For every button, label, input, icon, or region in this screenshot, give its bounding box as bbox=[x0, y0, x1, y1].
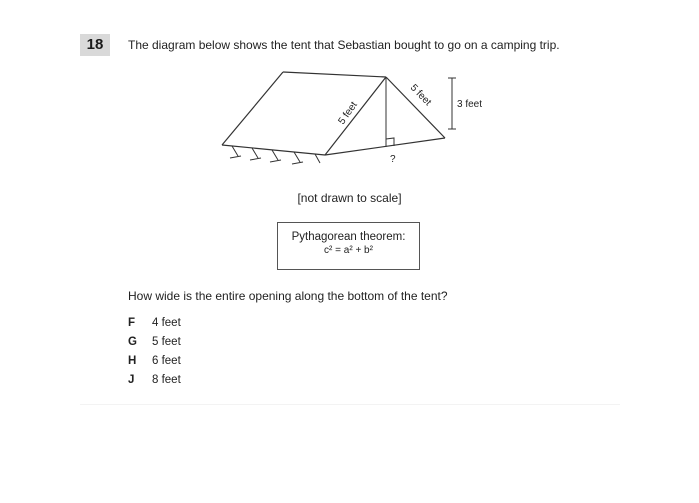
tent-back-base bbox=[222, 145, 325, 155]
height-label: 3 feet bbox=[457, 99, 483, 110]
choice-j[interactable] bbox=[128, 370, 181, 389]
slant-right-label: 5 feet bbox=[407, 82, 434, 109]
tent-back-slope bbox=[222, 72, 283, 145]
tent-front-base bbox=[325, 138, 445, 155]
choice-g[interactable] bbox=[128, 332, 181, 351]
question-number: 18 bbox=[80, 34, 110, 56]
choice-letter: F bbox=[128, 316, 136, 329]
choice-text: 5 feet bbox=[152, 335, 181, 348]
choice-letter: G bbox=[128, 335, 137, 348]
question-prompt: How wide is the entire opening along the bottom of the tent? bbox=[128, 289, 448, 303]
base-label: ? bbox=[390, 154, 396, 165]
answer-choices bbox=[128, 313, 181, 389]
tent-ridge bbox=[283, 72, 386, 77]
formula-equation: c² = a² + b² bbox=[324, 245, 373, 256]
choice-letter: J bbox=[128, 373, 135, 386]
question-text: The diagram below shows the tent that Sebastian bought to go on a camping trip. bbox=[128, 38, 560, 52]
choice-letter: H bbox=[128, 354, 137, 367]
choice-text: 6 feet bbox=[152, 354, 181, 367]
choice-f[interactable] bbox=[128, 313, 181, 332]
formula-box bbox=[277, 222, 420, 270]
divider bbox=[80, 404, 620, 405]
scale-note: [not drawn to scale] bbox=[297, 191, 402, 205]
slant-left-label: 5 feet bbox=[336, 99, 360, 127]
tent-front-left-slope bbox=[325, 77, 386, 155]
choice-h[interactable] bbox=[128, 351, 181, 370]
tent-stakes bbox=[230, 146, 320, 164]
choice-text: 8 feet bbox=[152, 373, 181, 386]
formula-title: Pythagorean theorem: bbox=[291, 231, 406, 243]
choice-text: 4 feet bbox=[152, 316, 181, 329]
